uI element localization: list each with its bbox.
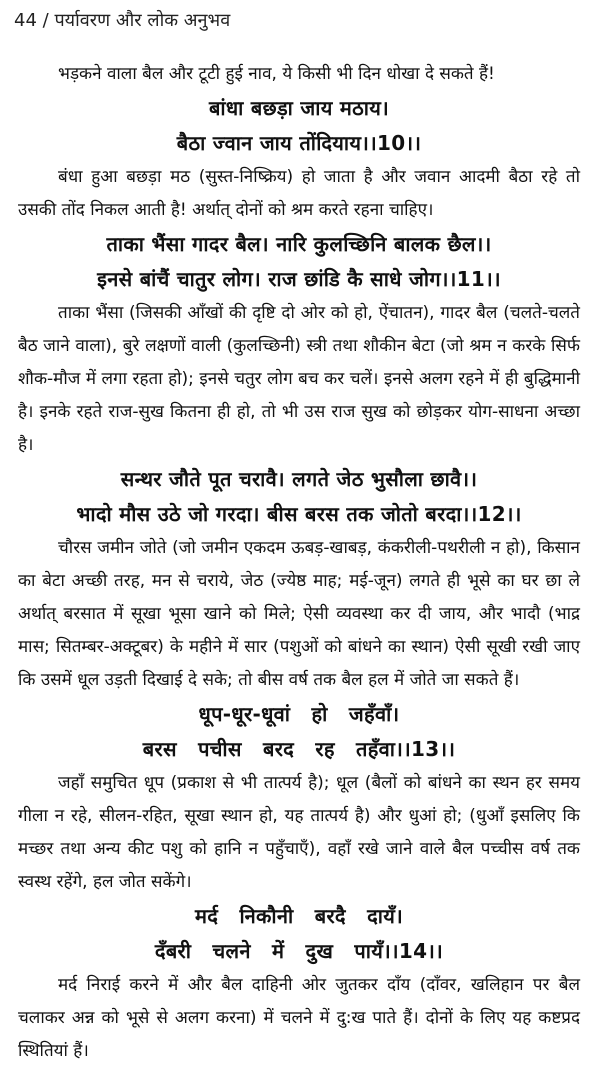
- verse-line: बांधा बछड़ा जाय मठाय।: [208, 96, 390, 120]
- verse-line: सन्थर जौते पूत चरावै। लगते जेठ भुसौला छावै।।: [120, 467, 478, 491]
- paragraph: ताका भैंसा (जिसकी आँखों की दृष्टि दो ओर को हो, ऐंचातन), गादर बैल (चलते-चलते बैठ जाने वाला), बुरे लक्षणों वाली (कुलच्छिनी) स्त्री तथा शौकीन बेटा (जो श्रम न करके सिर्फ शौक-मौज में लगा रहता हो); इनसे चतुर लोग बच कर चलें। इनसे अलग रहने में ही बुद्धिमानी है। इनके रहते राज-सुख कितना ही हो, तो भी उस राज सुख को छोड़कर योग-साधना अच्छा है।: [18, 303, 580, 455]
- paragraph: जहाँ समुचित धूप (प्रकाश से भी तात्पर्य है); धूल (बैलों को बांधने का स्थन हर समय गीला न रहे, सीलन-रहित, सूखा स्थान हो, यह तात्पर्य है) और धुआं हो; (धुआँ इसलिए कि मच्छर तथा अन्य कीट पशु को हानि न पहुँचाएँ), वहाँ रखे जाने वाले बैल पच्चीस वर्ष तक स्वस्थ रहेंगे, हल जोत सकेंगे।: [18, 773, 580, 892]
- verse-line: ताका भैंसा गादर बैल। नारि कुलच्छिनि बालक छैल।।: [106, 232, 492, 256]
- verse-line: भादो मौस उठे जो गरदा। बीस बरस तक जोतो बरदा।।12।।: [76, 502, 522, 526]
- verse-line: बैठा ज्वान जाय तोंदियाय।।10।।: [176, 131, 422, 155]
- page-content: [18, 58, 580, 1068]
- header-separator: /: [42, 10, 49, 31]
- paragraph: बंधा हुआ बछड़ा मठ (सुस्त-निष्क्रिय) हो जाता है और जवान आदमी बैठा रहे तो उसकी तोंद निकल आती है! अर्थात् दोनों को श्रम करते रहना चाहिए।: [18, 167, 580, 220]
- book-title: पर्यावरण और लोक अनुभव: [54, 10, 231, 31]
- verse-line: धूप-धूर-धूवां हो जहँवाँ।: [198, 702, 400, 726]
- paragraph: चौरस जमीन जोते (जो जमीन एकदम ऊबड़-खाबड़, कंकरीली-पथरीली न हो), किसान का बेटा अच्छी तरह, मन से चराये, जेठ (ज्येष्ठ माह; मई-जून) लगते ही भूसे का घर छा ले अर्थात् बरसात में सूखा भूसा खाने को मिले; ऐसी व्यवस्था कर दी जाय, और भादौ (भाद्र मास; सितम्बर-अक्टूबर) के महीने में सार (पशुओं को बांधने का स्थान) ऐसी सूखी रखी जाए कि उसमें धूल उड़ती दिखाई दे सके; तो बीस वर्ष तक बैल हल में जोते जा सकते हैं।: [18, 538, 580, 690]
- verse-line: इनसे बांचैं चातुर लोग। राज छांडि कै साधे जोग।।11।।: [97, 267, 501, 291]
- verse-line: बरस पचीस बरद रह तहँवा।।13।।: [142, 737, 456, 761]
- verse-line: मर्द निकौनी बरदै दायँ।: [195, 904, 403, 928]
- paragraph: मर्द निराई करने में और बैल दाहिनी ओर जुतकर दाँय (दाँवर, खलिहान पर बैल चलाकर अन्न को भूसे से अलग करना) में चलने में दु:ख पाते हैं। दोनों के लिए यह कष्टप्रद स्थितियां हैं।: [18, 975, 580, 1061]
- verse-line: दँबरी चलने में दुख पायँ।।14।।: [154, 939, 444, 963]
- page-header: [14, 8, 230, 32]
- paragraph: भड़कने वाला बैल और टूटी हुई नाव, ये किसी भी दिन धोखा दे सकते हैं!: [58, 64, 495, 84]
- page-number: 44: [14, 10, 37, 31]
